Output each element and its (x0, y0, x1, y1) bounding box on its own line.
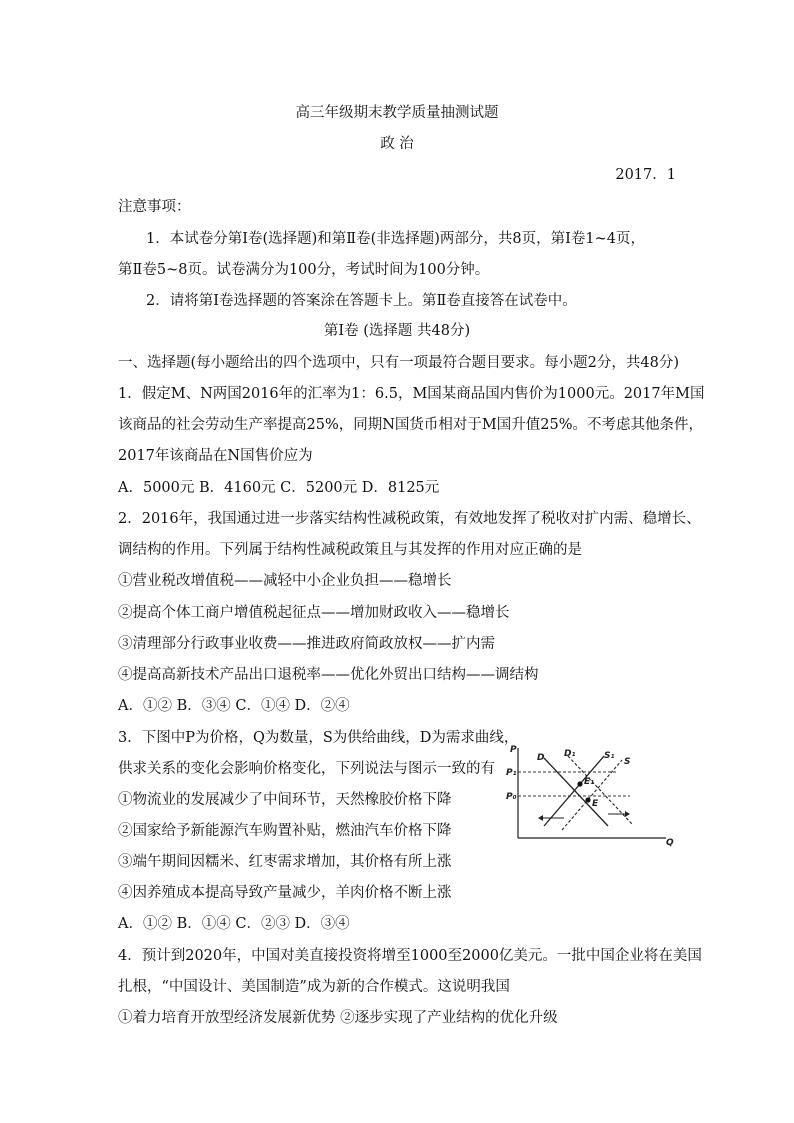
q2-item-1: ①营业税改增值税——减轻中小企业负担——稳增长 (118, 573, 452, 589)
q3-line-2: 供求关系的变化会影响价格变化，下列说法与图示一致的有 (118, 761, 495, 777)
supply-demand-figure (504, 744, 676, 848)
q3-line-1: 3．下图中P为价格，Q为数量，S为供给曲线，D为需求曲线， (118, 730, 519, 746)
notice-heading: 注意事项： (118, 199, 191, 215)
label-d1: D₁ (564, 749, 576, 759)
demand-curve-d (544, 758, 608, 826)
q2-options: A．①② B．③④ C．①④ D．②④ (118, 698, 350, 714)
q-axis-label: Q (666, 838, 674, 848)
q3-item-2: ②国家给予新能源汽车购置补贴，燃油汽车价格下降 (118, 823, 452, 839)
q2-line-2: 调结构的作用。下列属于结构性减税政策且与其发挥的作用对应正确的是 (118, 542, 582, 558)
q2-item-2: ②提高个体工商户增值税起征点——增加财政收入——稳增长 (118, 605, 510, 621)
label-s: S (624, 757, 631, 767)
q2-item-4: ④提高高新技术产品出口退税率——优化外贸出口结构——调结构 (118, 667, 539, 683)
q1-line-3: 2017年该商品在N国售价应为 (118, 448, 313, 464)
p-axis-label: P (510, 745, 517, 755)
shift-arrow-right-head (625, 811, 630, 817)
label-e: E (592, 799, 599, 809)
q4-options-row: ①着力培育开放型经济发展新优势 ②逐步实现了产业结构的优化升级 (118, 1010, 558, 1026)
q3-options: A．①② B．①④ C．②③ D．③④ (118, 916, 350, 932)
exam-date: 2017．1 (615, 167, 676, 183)
point-e (585, 797, 590, 802)
shift-arrow-left-head (538, 815, 543, 821)
exam-title: 高三年级期末教学质量抽测试题 (295, 105, 499, 121)
q1-line-2: 该商品的社会劳动生产率提高25%，同期N国货币相对于M国升值25%。不考虑其他条件， (118, 417, 703, 433)
point-e1 (577, 781, 582, 786)
label-s1: S₁ (604, 751, 615, 761)
q1-line-1: 1．假定M、N两国2016年的汇率为1：6.5，M国某商品国内售价为1000元。2017年M国 (118, 386, 705, 402)
q2-item-3: ③清理部分行政事业收费——推进政府简政放权——扩内需 (118, 636, 495, 652)
supply-demand-svg (504, 744, 676, 848)
subject-title: 政 治 (380, 136, 414, 152)
section-instruction: 一、选择题(每小题给出的四个选项中，只有一项最符合题目要求。每小题2分，共48分) (118, 355, 679, 371)
notice-line-2: 第Ⅱ卷5~8页。试卷满分为100分，考试时间为100分钟。 (118, 262, 490, 278)
q1-options: A．5000元 B．4160元 C．5200元 D．8125元 (118, 480, 440, 496)
label-e1: E₁ (584, 777, 595, 787)
q4-line-2: 扎根，“中国设计、美国制造”成为新的合作模式。这说明我国 (118, 979, 510, 995)
q2-line-1: 2．2016年，我国通过进一步落实结构性减税政策，有效地发挥了税收对扩内需、稳增长、 (118, 511, 701, 527)
notice-line-1: 1．本试卷分第Ⅰ卷(选择题)和第Ⅱ卷(非选择题)两部分，共8页，第Ⅰ卷1~4页， (146, 231, 645, 247)
q3-item-4: ④因养殖成本提高导致产量减少，羊肉价格不断上涨 (118, 885, 452, 901)
notice-line-3: 2．请将第Ⅰ卷选择题的答案涂在答题卡上。第Ⅱ卷直接答在试卷中。 (146, 293, 577, 309)
label-p0: P₀ (506, 792, 517, 802)
q3-item-3: ③端午期间因糯米、红枣需求增加，其价格有所上涨 (118, 854, 452, 870)
q3-item-1: ①物流业的发展减少了中间环节，天然橡胶价格下降 (118, 792, 452, 808)
section-heading: 第Ⅰ卷 (选择题 共48分) (323, 323, 471, 339)
q4-line-1: 4．预计到2020年，中国对美直接投资将增至1000至2000亿美元。一批中国企业将在美国 (118, 948, 702, 964)
label-d: D (537, 753, 545, 763)
label-p1: P₁ (506, 768, 517, 778)
